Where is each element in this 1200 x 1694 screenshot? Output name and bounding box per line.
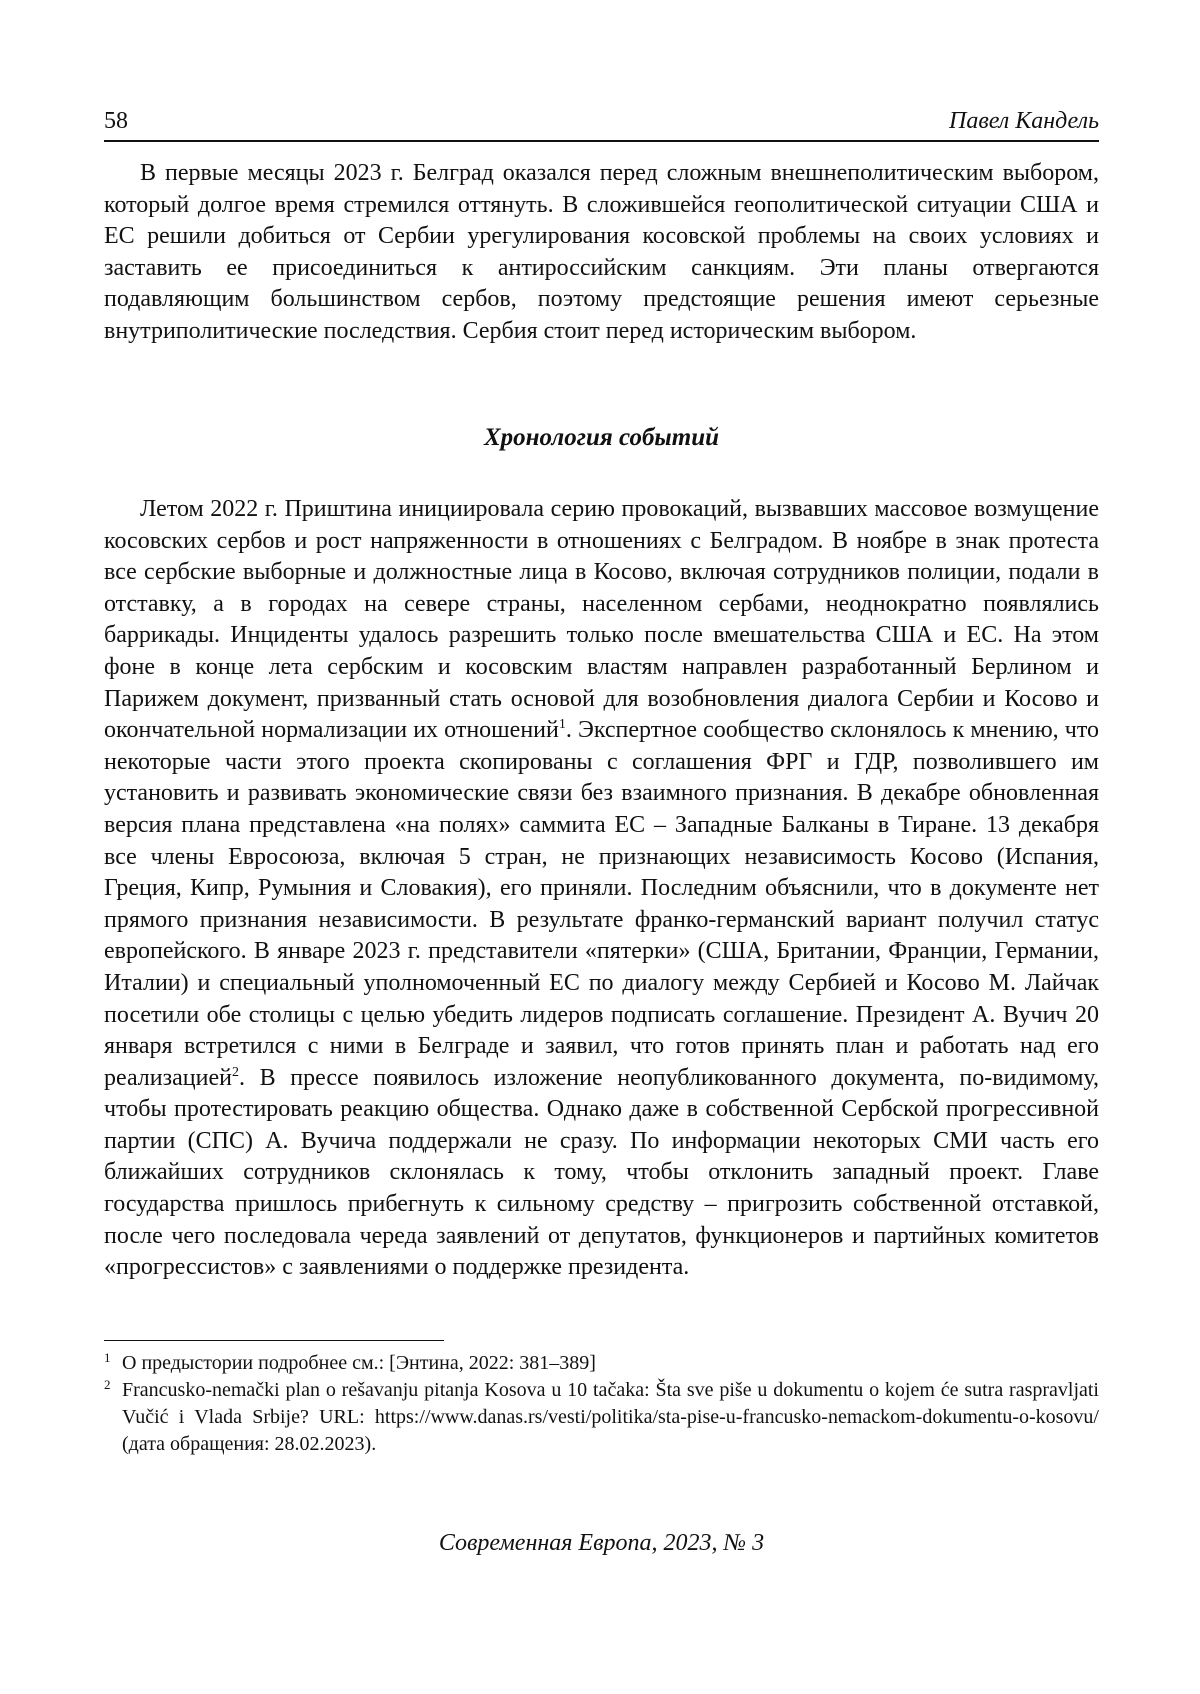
footnote-2 xyxy=(104,1377,1099,1458)
footnote-mark-2: 2 xyxy=(104,1377,111,1392)
footnote-rule xyxy=(104,1340,444,1341)
main-section xyxy=(104,494,1099,1284)
running-author: Павел Кандель xyxy=(949,108,1099,134)
footnote-1 xyxy=(104,1350,1099,1377)
page-number: 58 xyxy=(104,108,128,134)
footnote-text-1: О предыстории подробнее см.: [Энтина, 2022: 381–389] xyxy=(122,1352,596,1374)
main-paragraph-part-1: Летом 2022 г. Приштина инициировала серию провокаций, вызвавших массовое возмущение косовских сербов и рост напряженности в отношениях с Белградом. В ноябре в знак протеста все сербские выборные и должностные лица в Косово, включая сотрудников полиции, подали в отставку, а в городах на севере страны, населенном сербами, неоднократно появлялись баррикады. Инциденты удалось разрешить только после вмешательства США и ЕС. На этом фоне в конце лета сербским и косовским властям направлен разработанный Берлином и Парижем документ, призванный стать основой для возобновления диалога Сербии и Косово и окончательной нормализации их отношений xyxy=(104,496,1099,744)
running-footer: Современная Европа, 2023, № 3 xyxy=(438,1530,765,1556)
footnote-mark-1: 1 xyxy=(104,1350,111,1365)
header-rule xyxy=(104,140,1099,142)
footnote-text-2: Francusko-nemački plan o rešavanju pitanja Kosova u 10 tačaka: Šta sve piše u dokumentu o kojem će sutra raspravljati Vučić i Vlada Srbije? URL: https://www.danas.rs/vesti/politika/sta-pise-u-francusko-nemackom-dokumentu-o-kosovu/ (дата обращения: 28.02.2023). xyxy=(122,1379,1099,1455)
footnote-reference-2[interactable]: 2 xyxy=(231,1064,239,1080)
main-paragraph xyxy=(104,494,1099,1284)
intro-section xyxy=(104,158,1099,348)
footnotes xyxy=(104,1350,1099,1458)
intro-paragraph: В первые месяцы 2023 г. Белград оказался перед сложным внешнеполитическим выбором, который долгое время стремился оттянуть. В сложившейся геополитической ситуации США и ЕС решили добиться от Сербии урегулирования косовской проблемы на своих условиях и заставить ее присоединиться к антироссийским санкциям. Эти планы отвергаются подавляющим большинством сербов, поэтому предстоящие решения имеют серьезные внутриполитические последствия. Сербия стоит перед историческим выбором. xyxy=(104,160,1099,344)
main-paragraph-part-2: . Экспертное сообщество склонялось к мнению, что некоторые части этого проекта скопированы с соглашения ФРГ и ГДР, позволившего им установить и развивать экономические связи без взаимного признания. В декабре обновленная версия плана представлена «на полях» саммита ЕС – Западные Балканы в Тиране. 13 декабря все члены Евросоюза, включая 5 стран, не признающих независимость Косово (Испания, Греция, Кипр, Румыния и Словакия), его приняли. Последним объяснили, что в документе нет прямого признания независимости. В результате франко-германский вариант получил статус европейского. В январе 2023 г. представители «пятерки» (США, Британии, Франции, Германии, Италии) и специальный уполномоченный ЕС по диалогу между Сербией и Косово М. Лайчак посетили обе столицы с целью убедить лидеров подписать соглашение. Президент А. Вучич 20 января встретился с ними в Белграде и заявил, что готов принять план и работать над его реализацией xyxy=(104,717,1100,1091)
footnote-reference-1[interactable]: 1 xyxy=(558,717,566,733)
section-title: Хронология событий xyxy=(483,424,720,451)
main-paragraph-part-3: . В прессе появилось изложение неопубликованного документа, по-видимому, чтобы протестировать реакцию общества. Однако даже в собственной Сербской прогрессивной партии (СПС) А. Вучича поддержали не сразу. По информации некоторых СМИ часть его ближайших сотрудников склонялась к тому, чтобы отклонить западный проект. Главе государства пришлось прибегнуть к сильному средству – пригрозить собственной отставкой, после чего последовала череда заявлений от депутатов, функционеров и партийных комитетов «прогрессистов» с заявлениями о поддержке президента. xyxy=(104,1064,1099,1281)
running-header xyxy=(104,96,1099,134)
